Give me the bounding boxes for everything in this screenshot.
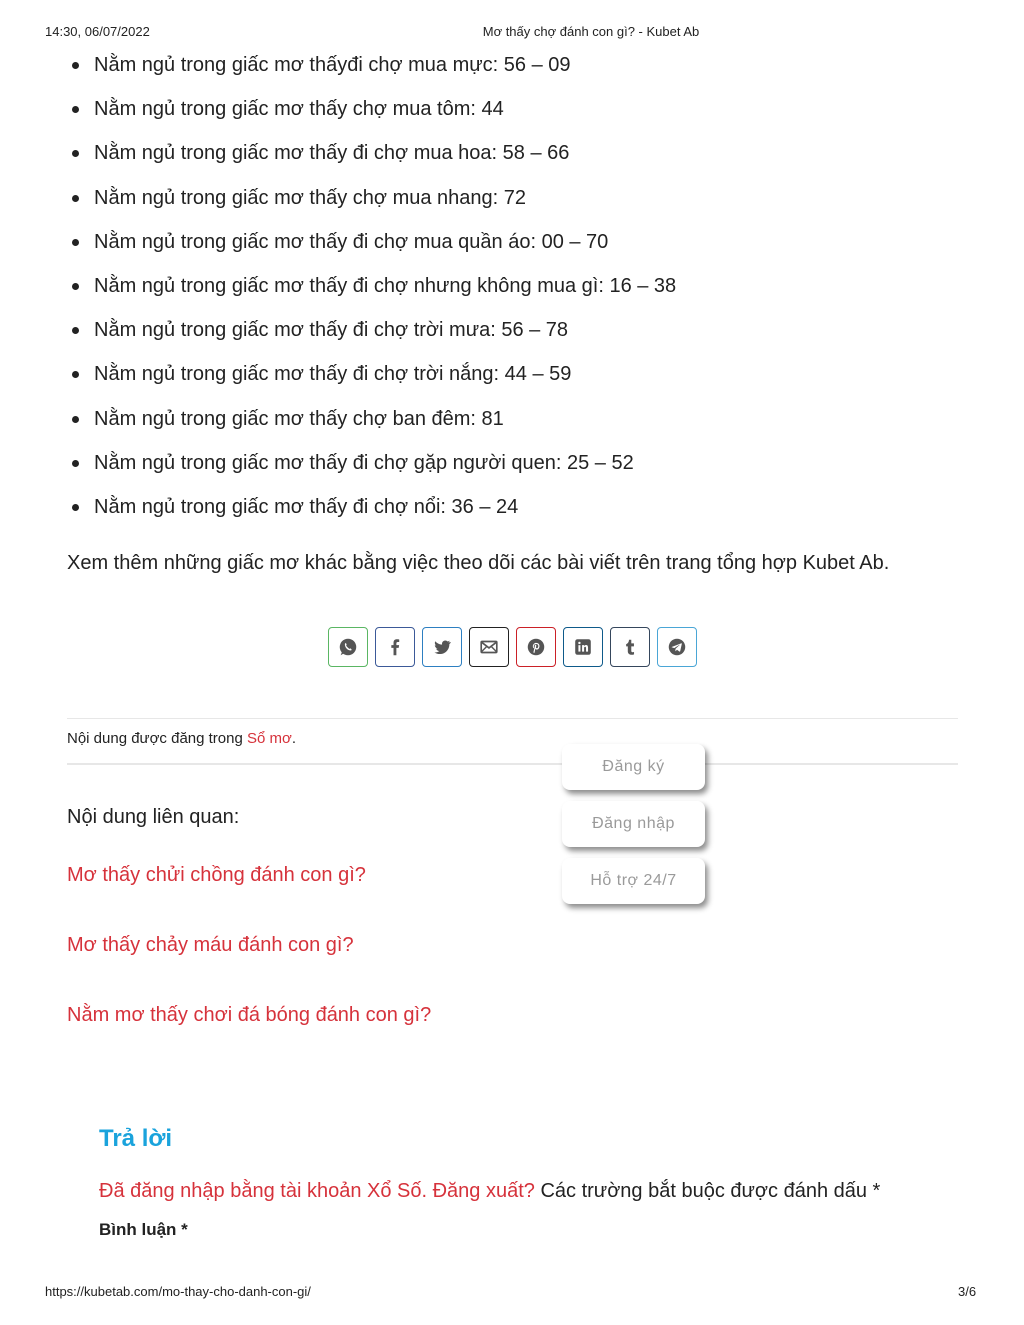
- account-link[interactable]: Đã đăng nhập bằng tài khoản Xổ Số.: [99, 1180, 428, 1202]
- list-item: Nằm ngủ trong giấc mơ thấy đi chợ trời nắng: 44 – 59: [67, 357, 958, 401]
- list-item: Nằm ngủ trong giấc mơ thấy đi chợ gặp người quen: 25 – 52: [67, 446, 958, 490]
- share-pinterest-button[interactable]: [516, 627, 556, 667]
- bullet-icon: [72, 150, 79, 157]
- logout-link[interactable]: Đăng xuất?: [432, 1180, 535, 1202]
- bullet-icon: [72, 106, 79, 113]
- share-whatsapp-button[interactable]: [328, 627, 368, 667]
- list-item: Nằm ngủ trong giấc mơ thấyđi chợ mua mực: 56 – 09: [67, 48, 958, 92]
- print-page-title: Mơ thấy chợ đánh con gì? - Kubet Ab: [482, 24, 700, 39]
- list-item: Nằm ngủ trong giấc mơ thấy đi chợ mua quần áo: 00 – 70: [67, 225, 958, 269]
- bullet-icon: [72, 62, 79, 69]
- bullet-icon: [72, 371, 79, 378]
- list-item: Nằm ngủ trong giấc mơ thấy chợ ban đêm: 81: [67, 402, 958, 446]
- dream-number-list: [67, 48, 958, 534]
- bullet-icon: [72, 283, 79, 290]
- list-item: Nằm ngủ trong giấc mơ thấy đi chợ nhưng không mua gì: 16 – 38: [67, 269, 958, 313]
- see-more-text: Xem thêm những giấc mơ khác bằng việc theo dõi các bài viết trên trang tổng hợp Kubet Ab.: [67, 552, 890, 574]
- category-text: Nội dung được đăng trong Sổ mơ.: [67, 730, 297, 747]
- category-box: [67, 718, 958, 765]
- related-link[interactable]: Mơ thấy chửi chồng đánh con gì?: [67, 864, 366, 886]
- tumblr-icon: [619, 636, 641, 658]
- category-link[interactable]: Sổ mơ: [247, 730, 292, 747]
- share-tumblr-button[interactable]: [610, 627, 650, 667]
- list-item: Nằm ngủ trong giấc mơ thấy đi chợ nổi: 36 – 24: [67, 490, 958, 534]
- list-item: Nằm ngủ trong giấc mơ thấy đi chợ mua hoa: 58 – 66: [67, 136, 958, 180]
- related-title: Nội dung liên quan:: [67, 806, 240, 828]
- reply-title: Trả lời: [99, 1125, 173, 1152]
- pinterest-icon: [525, 636, 547, 658]
- login-status: [99, 1177, 880, 1205]
- comment-label: Bình luận *: [99, 1220, 188, 1239]
- print-page-number: 3/6: [958, 1284, 977, 1299]
- facebook-icon: [384, 636, 406, 658]
- login-button[interactable]: Đăng nhập: [562, 801, 705, 847]
- whatsapp-icon: [337, 636, 359, 658]
- share-email-button[interactable]: [469, 627, 509, 667]
- article-content: [67, 48, 958, 1239]
- list-item: Nằm ngủ trong giấc mơ thấy đi chợ trời mưa: 56 – 78: [67, 313, 958, 357]
- email-icon: [478, 636, 500, 658]
- bullet-icon: [72, 239, 79, 246]
- related-link[interactable]: Mơ thấy chảy máu đánh con gì?: [67, 934, 354, 956]
- print-url: https://kubetab.com/mo-thay-cho-danh-con-gi/: [45, 1284, 311, 1299]
- share-facebook-button[interactable]: [375, 627, 415, 667]
- bullet-icon: [72, 460, 79, 467]
- share-twitter-button[interactable]: [422, 627, 462, 667]
- bullet-icon: [72, 504, 79, 511]
- required-note: Các trường bắt buộc được đánh dấu *: [534, 1180, 881, 1202]
- telegram-icon: [666, 636, 688, 658]
- related-link[interactable]: Nằm mơ thấy chơi đá bóng đánh con gì?: [67, 1004, 432, 1026]
- support-button[interactable]: Hỗ trợ 24/7: [562, 858, 705, 904]
- linkedin-icon: [572, 636, 594, 658]
- bullet-icon: [72, 195, 79, 202]
- bullet-icon: [72, 416, 79, 423]
- bullet-icon: [72, 327, 79, 334]
- list-item: Nằm ngủ trong giấc mơ thấy chợ mua nhang: 72: [67, 181, 958, 225]
- print-datetime: 14:30, 06/07/2022: [45, 24, 150, 39]
- list-item: Nằm ngủ trong giấc mơ thấy chợ mua tôm: 44: [67, 92, 958, 136]
- register-button[interactable]: Đăng ký: [562, 744, 705, 790]
- share-telegram-button[interactable]: [657, 627, 697, 667]
- twitter-icon: [431, 636, 453, 658]
- share-linkedin-button[interactable]: [563, 627, 603, 667]
